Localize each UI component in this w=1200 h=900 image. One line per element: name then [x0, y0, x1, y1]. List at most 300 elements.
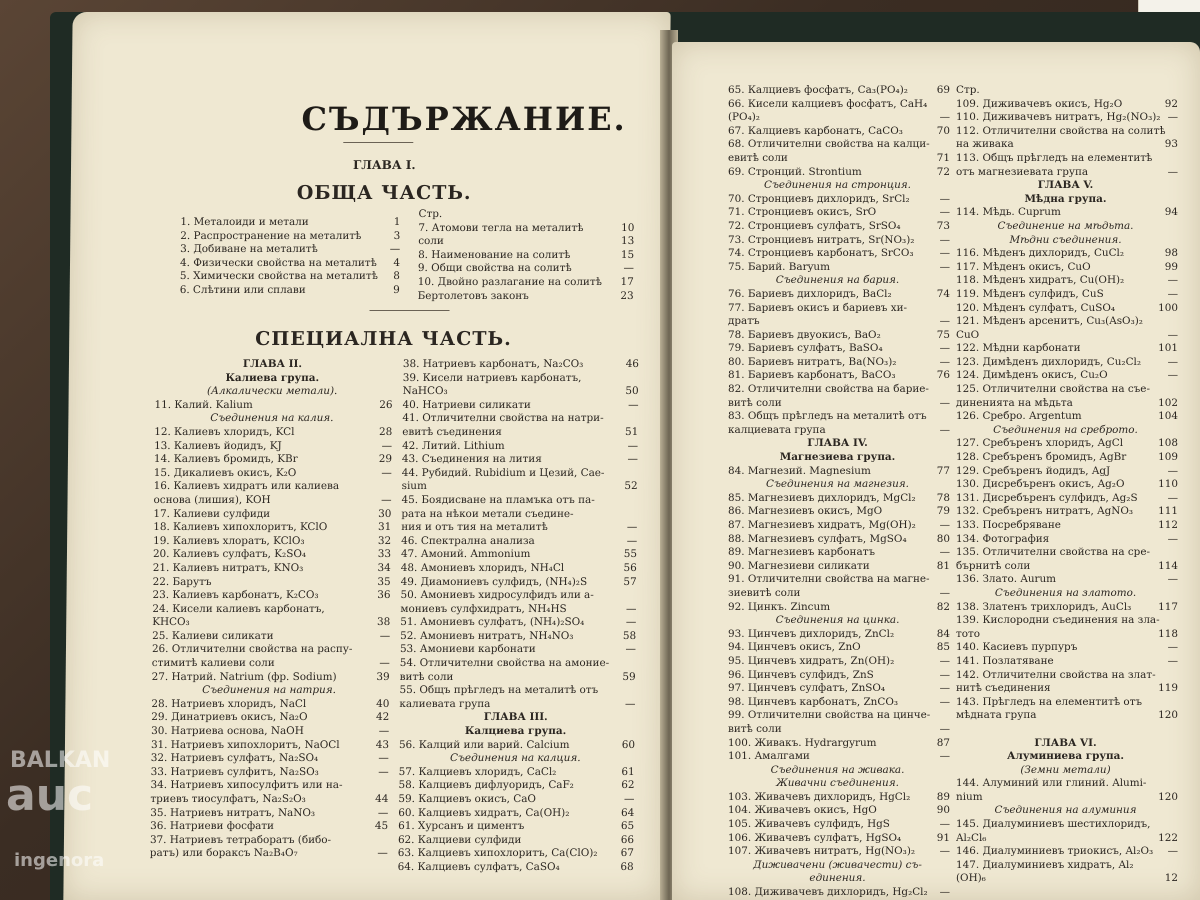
- toc-entry-title: 92. Цинкъ. Zincum: [728, 600, 831, 613]
- toc-column-2: [398, 358, 639, 875]
- toc-entry-title: 26. Отличителни свойства на распу-: [151, 643, 353, 656]
- toc-entry: [956, 859, 1178, 873]
- toc-entry-page: 69: [936, 84, 950, 96]
- toc-entry: [728, 696, 950, 710]
- toc-entry-page: 1: [393, 216, 401, 228]
- toc-entry-page: 68: [620, 860, 634, 873]
- toc-entry-page: —: [939, 586, 950, 599]
- toc-entry: [402, 399, 638, 413]
- toc-entry: [152, 603, 390, 617]
- toc-entry-title: 78. Бариевъ двуокисъ, BaO₂: [728, 328, 881, 341]
- toc-entry-page: 101: [1158, 342, 1178, 355]
- toc-entry-page: —: [625, 616, 637, 629]
- toc-entry-title: 48. Амониевъ хлоридъ, NH₄Cl: [400, 561, 565, 574]
- toc-entry: [400, 603, 636, 617]
- toc-entry-page: [632, 711, 635, 725]
- toc-entry-page: 15: [620, 248, 635, 261]
- toc-entry: [956, 696, 1178, 710]
- toc-entry: [152, 643, 390, 657]
- toc-entry: [956, 302, 1178, 316]
- toc-entry-title: 141. Позлатяване: [956, 654, 1054, 667]
- toc-entry: [418, 276, 634, 290]
- toc-entry: [728, 533, 950, 547]
- toc-entry: [728, 845, 950, 859]
- toc-entry-title: 13. Калиевъ йодидъ, KJ: [154, 439, 282, 452]
- toc-entry: [956, 397, 1178, 411]
- toc-entry-page: 72: [936, 165, 950, 178]
- toc-entry-title: 84. Магнезий. Magnesium: [728, 464, 871, 477]
- toc-entry-title: 60. Калциевъ хидратъ, Ca(OH)₂: [398, 806, 570, 819]
- toc-entry-page: —: [624, 697, 636, 710]
- toc-entry: [154, 453, 392, 467]
- toc-entry-title: 62. Калциеви сулфиди: [397, 833, 522, 846]
- toc-entry-title: 58. Калциевъ дифлуоридъ, CaF₂: [398, 779, 574, 792]
- toc-entry-title: 79. Бариевъ сулфатъ, BaSO₄: [728, 342, 883, 355]
- toc-entry-title: 69. Стронций. Strontium: [728, 165, 862, 178]
- toc-entry-title: 21. Калиевъ нитратъ, KNO₃: [152, 561, 304, 574]
- toc-entry: [956, 682, 1178, 696]
- toc-entry: [398, 793, 634, 807]
- toc-entry-title: 24. Кисели калиевъ карбонатъ,: [152, 602, 325, 615]
- toc-entry-title: 65. Калциевъ фосфатъ, Ca₃(PO₄)₂: [728, 84, 908, 96]
- toc-entry-page: 13: [620, 235, 635, 248]
- toc-entry-page: —: [939, 654, 950, 667]
- toc-entry-page: 43: [375, 738, 390, 751]
- toc-entry-page: 109: [1158, 451, 1178, 464]
- toc-entry-page: 90: [936, 804, 950, 817]
- toc-entry-page: 32: [377, 534, 392, 547]
- toc-entry-page: —: [1167, 287, 1178, 300]
- toc-entry-page: —: [628, 398, 639, 411]
- toc-entry: [151, 684, 389, 698]
- toc-entry-page: 79: [936, 505, 950, 518]
- toc-entry: [956, 628, 1178, 642]
- toc-entry: [728, 437, 950, 451]
- toc-entry: [151, 698, 389, 712]
- toc-entry: [728, 492, 950, 506]
- toc-entry-title: 43. Съединения на лития: [401, 453, 542, 466]
- toc-entry: [956, 533, 1178, 547]
- toc-entry: [154, 399, 392, 413]
- toc-entry: [956, 437, 1178, 451]
- toc-entry-page: —: [377, 847, 388, 860]
- toc-entry: [402, 480, 638, 494]
- toc-entry: [956, 614, 1178, 628]
- toc-entry-title: 86. Магнезиевъ окисъ, MgO: [728, 505, 883, 518]
- toc-entry: [150, 820, 388, 834]
- toc-entry-page: —: [1167, 328, 1178, 341]
- toc-entry-title: 70. Стронциевъ дихлоридъ, SrCl₂: [728, 192, 910, 205]
- toc-entry-page: —: [378, 752, 389, 765]
- toc-entry: [155, 358, 393, 372]
- toc-entry-page: 98: [1164, 247, 1178, 260]
- toc-entry-title: (PO₄)₂: [728, 111, 760, 124]
- toc-entry: [956, 641, 1178, 655]
- toc-entry-title: 19. Калиевъ хлоратъ, KClO₃: [153, 534, 305, 547]
- toc-entry-title: 37. Натриевъ тетраборатъ (бибо-: [149, 833, 332, 846]
- toc-entry-title: (OH)₆: [956, 872, 986, 885]
- toc-entry-page: [635, 467, 638, 481]
- page-title: СЪДЪРЖАНИЕ.: [301, 100, 627, 138]
- toc-entry: [398, 834, 634, 848]
- toc-entry-title: Стр.: [956, 84, 980, 96]
- toc-entry-page: —: [1167, 641, 1178, 654]
- general-right-list: [418, 208, 635, 303]
- toc-entry: [956, 601, 1178, 615]
- toc-entry-page: 52: [624, 480, 638, 493]
- toc-entry-page: 46: [625, 358, 640, 370]
- toc-entry-page: —: [1167, 355, 1178, 368]
- toc-entry-title: 1. Металоиди и метали: [180, 216, 309, 228]
- toc-entry-title: отъ магнезиевата група: [956, 165, 1089, 178]
- toc-entry-title: витѣ соли: [728, 722, 782, 735]
- toc-entry-page: [1175, 764, 1178, 778]
- toc-entry: [150, 847, 388, 861]
- toc-entry: [728, 424, 950, 438]
- toc-entry: [402, 453, 638, 467]
- toc-entry: [956, 247, 1178, 261]
- toc-entry: [728, 764, 950, 778]
- toc-entry: [956, 669, 1178, 683]
- toc-entry: [956, 193, 1178, 207]
- toc-entry: [728, 750, 950, 764]
- toc-entry-title: 134. Фотография: [956, 532, 1050, 545]
- toc-entry-title: 30. Натриева основа, NaOH: [151, 725, 304, 738]
- toc-entry-page: —: [939, 192, 950, 205]
- toc-entry-title: 61. Хурсанъ и циментъ: [398, 820, 525, 833]
- watermark-line-3: ingenora: [14, 850, 105, 871]
- toc-entry: [402, 467, 638, 481]
- toc-entry: [400, 616, 636, 630]
- toc-entry: [399, 739, 635, 753]
- toc-entry: [956, 410, 1178, 424]
- toc-entry: [728, 111, 950, 125]
- toc-entry: [399, 752, 635, 766]
- toc-entry-title: витѣ соли: [399, 670, 454, 683]
- toc-entry-page: [1175, 859, 1178, 873]
- toc-entry: [728, 288, 950, 302]
- toc-entry-page: 26: [379, 398, 393, 411]
- toc-entry-title: 109. Диживачевъ окисъ, Hg₂O: [956, 97, 1123, 110]
- toc-entry-title: 8. Наименование на солитѣ: [418, 248, 571, 261]
- toc-entry: [401, 508, 637, 522]
- toc-entry-title: 51. Амониевъ сулфатъ, (NH₄)₂SO₄: [400, 616, 585, 629]
- toc-entry-title: Диживачени (живачести) съ-: [753, 858, 922, 871]
- toc-entry: [154, 426, 392, 440]
- toc-entry-title: 107. Живачевъ нитратъ, Hg(NO₃)₂: [728, 845, 916, 858]
- toc-entry: [728, 152, 950, 166]
- toc-entry-page: 120: [1158, 709, 1178, 722]
- toc-entry-title: 117. Мѣденъ окисъ, CuO: [956, 260, 1091, 273]
- toc-entry-page: —: [939, 355, 950, 368]
- toc-entry: [152, 657, 390, 671]
- toc-entry: [956, 342, 1178, 356]
- toc-entry-title: 36. Натриеви фосфати: [150, 820, 275, 833]
- toc-entry-title: 132. Сребъренъ нитратъ, AgNO₃: [956, 505, 1134, 518]
- toc-entry-title: 71. Стронциевъ окисъ, SrO: [728, 206, 877, 219]
- toc-entry: [956, 737, 1178, 751]
- toc-entry: [728, 478, 950, 492]
- toc-entry-page: 36: [377, 589, 391, 602]
- toc-entry-title: 130. Дисребъренъ окисъ, Ag₂O: [956, 478, 1125, 491]
- toc-entry-title: 142. Отличителни свойства на злат-: [956, 668, 1156, 681]
- toc-entry-page: [385, 779, 388, 793]
- toc-entry-title: 125. Отличителни свойства на съе-: [956, 383, 1150, 396]
- toc-entry-page: [1175, 193, 1178, 207]
- toc-entry-title: 57. Калциевъ хлоридъ, CaCl₂: [398, 765, 557, 778]
- toc-entry-page: [390, 358, 393, 372]
- toc-entry-title: 68. Отличителни свойства на калци-: [728, 138, 930, 151]
- toc-entry-page: 62: [621, 779, 635, 792]
- toc-entry-page: 31: [377, 521, 392, 534]
- toc-entry-page: —: [939, 315, 950, 328]
- toc-entry-page: 82: [936, 600, 950, 613]
- toc-entry-page: 71: [936, 151, 950, 164]
- toc-entry-page: —: [939, 818, 950, 831]
- toc-entry-page: —: [939, 886, 950, 899]
- toc-entry: [728, 560, 950, 574]
- toc-entry-page: [1175, 696, 1178, 710]
- toc-entry-page: —: [1167, 111, 1178, 124]
- toc-entry: [180, 243, 400, 257]
- toc-entry-page: [1175, 804, 1178, 818]
- toc-entry-title: Съединение на мѣдьта.: [997, 219, 1134, 232]
- toc-entry: [151, 752, 389, 766]
- toc-entry: [956, 315, 1178, 329]
- section-rule: [370, 310, 450, 311]
- toc-entry: [956, 138, 1178, 152]
- toc-entry-title: Съединения на цинка.: [775, 614, 900, 627]
- toc-entry: [728, 614, 950, 628]
- toc-entry-page: 89: [936, 790, 950, 803]
- toc-entry-title: бърнитѣ соли: [956, 559, 1031, 572]
- toc-entry: [956, 804, 1178, 818]
- toc-entry-page: 85: [936, 641, 950, 654]
- toc-entry-page: [389, 480, 392, 494]
- toc-entry-page: [947, 764, 950, 778]
- toc-entry-page: [1175, 818, 1178, 832]
- toc-entry-title: 12. Калиевъ хлоридъ, KCl: [154, 425, 295, 438]
- toc-entry: [180, 230, 400, 244]
- toc-entry-title: 139. Кислородни съединения на зла-: [956, 614, 1160, 627]
- toc-entry-title: Магнезиева група.: [779, 451, 896, 464]
- toc-entry-page: 61: [621, 765, 635, 778]
- toc-entry-title: 113. Общъ прѣгледъ на елементитѣ: [956, 151, 1153, 164]
- toc-entry-title: 81. Бариевъ карбонатъ, BaCO₃: [728, 369, 896, 382]
- toc-entry-title: ГЛАВА III.: [483, 711, 548, 724]
- toc-entry-title: калциевата група: [728, 423, 826, 436]
- toc-entry-title: калиевата група: [399, 697, 491, 710]
- toc-entry: [728, 709, 950, 723]
- toc-entry-title: 54. Отличителни свойства на амоние-: [399, 657, 610, 670]
- toc-entry-page: —: [1167, 369, 1178, 382]
- toc-entry: [956, 505, 1178, 519]
- toc-entry-title: 83. Общъ прѣгледъ на металитѣ отъ: [728, 410, 927, 423]
- toc-entry: [150, 807, 388, 821]
- toc-entry-title: Съединения на бария.: [775, 274, 900, 287]
- general-part-heading: ОБЩА ЧАСТЬ.: [296, 182, 472, 204]
- toc-entry-page: —: [939, 111, 950, 124]
- toc-entry-page: 35: [377, 575, 391, 588]
- toc-entry-title: 25. Калиеви силикати: [152, 629, 274, 642]
- toc-entry: [956, 818, 1178, 832]
- toc-entry: [956, 383, 1178, 397]
- toc-entry-page: —: [939, 233, 950, 246]
- toc-entry-title: мониевъ сулфхидратъ, NH₄HS: [400, 602, 567, 615]
- toc-entry-title: Мѣдна група.: [1024, 192, 1107, 205]
- toc-entry-title: 17. Калиеви сулфиди: [153, 507, 271, 520]
- toc-entry: [728, 546, 950, 560]
- toc-entry: [956, 478, 1178, 492]
- toc-entry-page: 84: [936, 627, 950, 640]
- toc-entry-title: Съединения на живака.: [770, 763, 905, 776]
- toc-entry-page: 118: [1158, 627, 1178, 640]
- toc-entry-title: Съединения на калия.: [210, 412, 334, 425]
- toc-entry-page: 100: [1158, 301, 1178, 314]
- toc-entry: [728, 832, 950, 846]
- toc-entry-page: —: [378, 725, 390, 738]
- toc-entry-page: 3: [393, 229, 401, 242]
- toc-entry: [728, 369, 950, 383]
- toc-entry-page: —: [1167, 464, 1178, 477]
- toc-entry-page: —: [1167, 491, 1178, 504]
- toc-entry-title: 97. Цинчевъ сулфатъ, ZnSO₄: [728, 682, 886, 695]
- toc-entry: [180, 257, 400, 271]
- toc-entry-title: 104. Живачевъ окисъ, HgO: [728, 804, 877, 817]
- toc-entry-title: 44. Рубидий. Rubidium и Цезий, Cae-: [401, 466, 605, 479]
- toc-entry-page: 81: [936, 559, 950, 572]
- toc-entry-page: [947, 709, 950, 723]
- toc-entry: [401, 576, 637, 590]
- toc-entry: [728, 451, 950, 465]
- toc-entry: [728, 737, 950, 751]
- toc-entry: [728, 84, 950, 98]
- toc-entry-page: 110: [1158, 478, 1178, 491]
- toc-entry: [956, 872, 1178, 886]
- toc-entry-title: 99. Отличителни свойства на цинче-: [728, 709, 931, 722]
- toc-entry-page: [633, 589, 636, 603]
- toc-entry-title: Алуминиева група.: [1007, 750, 1124, 763]
- left-page: [63, 12, 670, 900]
- toc-entry-title: (Алкалически метали).: [206, 385, 338, 398]
- toc-entry: [152, 616, 390, 630]
- toc-entry-page: 10: [621, 221, 635, 234]
- toc-entry-title: 35. Натриевъ нитратъ, NaNO₃: [150, 806, 316, 819]
- toc-entry: [956, 179, 1178, 193]
- toc-entry: [151, 766, 389, 780]
- toc-entry-title: 120. Мѣденъ сулфатъ, CuSO₄: [956, 301, 1116, 314]
- toc-entry-title: Калиева група.: [225, 371, 320, 384]
- toc-entry-title: ратъ) или бораксъ Na₂B₄O₇: [149, 847, 298, 860]
- toc-entry: [728, 166, 950, 180]
- toc-entry-title: 114. Мѣдь. Cuprum: [956, 206, 1061, 219]
- toc-entry-page: 75: [936, 328, 950, 341]
- toc-entry: [728, 655, 950, 669]
- toc-entry-page: [632, 684, 635, 698]
- toc-entry-title: 28. Натриевъ хлоридъ, NaCl: [151, 697, 307, 710]
- toc-entry-title: соли: [418, 235, 444, 248]
- toc-entry-title: 112. Отличителни свойства на солитѣ: [956, 124, 1166, 137]
- toc-entry-title: 146. Диалуминиевъ триокисъ, Al₂O₃: [956, 845, 1154, 858]
- toc-entry-page: —: [1167, 532, 1178, 545]
- toc-entry-page: 39: [376, 670, 390, 683]
- toc-entry-title: тото: [956, 627, 981, 640]
- toc-entry-title: 105. Живачевъ сулфидъ, HgS: [728, 818, 890, 831]
- toc-entry-page: [387, 603, 390, 617]
- toc-entry-title: основа (лишия), KOH: [153, 493, 271, 506]
- toc-column-1: [150, 358, 393, 861]
- toc-entry: [728, 410, 950, 424]
- toc-entry-title: Живачни съединения.: [776, 777, 899, 790]
- toc-entry: [401, 562, 637, 576]
- toc-entry: [153, 562, 391, 576]
- toc-entry: [418, 249, 634, 263]
- toc-entry-page: 59: [622, 670, 636, 683]
- toc-entry: [398, 807, 634, 821]
- toc-entry: [728, 601, 950, 615]
- toc-entry-page: 112: [1158, 519, 1178, 531]
- toc-entry: [154, 480, 392, 494]
- toc-entry-page: 34: [377, 561, 391, 574]
- toc-entry: [398, 861, 634, 875]
- toc-entry: [728, 315, 950, 329]
- toc-entry-page: —: [939, 260, 950, 273]
- toc-entry-page: [1175, 614, 1178, 628]
- toc-entry-title: 27. Натрий. Natrium (фр. Sodium): [151, 670, 337, 683]
- toc-entry: [180, 216, 400, 230]
- toc-entry-page: —: [939, 247, 950, 260]
- toc-entry-page: [1175, 315, 1178, 329]
- toc-entry: [728, 383, 950, 397]
- toc-entry-title: 11. Калий. Kalium: [154, 398, 253, 411]
- toc-entry-page: 80: [936, 532, 950, 545]
- toc-entry-title: Al₂Cl₆: [956, 831, 987, 844]
- toc-entry-page: 76: [936, 369, 950, 382]
- toc-entry: [728, 302, 950, 316]
- toc-entry: [400, 671, 636, 685]
- toc-entry-page: [1175, 84, 1178, 98]
- toc-entry: [956, 791, 1178, 805]
- toc-entry-page: [1175, 587, 1178, 601]
- toc-entry-title: 147. Диалуминиевъ хидратъ, Al₂: [956, 858, 1134, 871]
- toc-entry-page: [1175, 234, 1178, 248]
- toc-entry: [151, 725, 389, 739]
- toc-entry: [956, 845, 1178, 859]
- toc-entry-title: Съединения на алуминия: [994, 804, 1137, 817]
- toc-entry-title: Стр.: [418, 208, 443, 220]
- toc-entry-title: ГЛАВА II.: [242, 358, 303, 370]
- toc-entry-title: 67. Калциевъ карбонатъ, CaCO₃: [728, 124, 903, 137]
- toc-entry-page: 66: [620, 833, 635, 846]
- toc-entry: [728, 329, 950, 343]
- toc-entry-page: —: [939, 342, 950, 355]
- toc-entry-title: 18. Калиевъ хипохлоритъ, KClO: [153, 521, 328, 534]
- toc-entry: [728, 125, 950, 139]
- toc-entry: [956, 832, 1178, 846]
- toc-entry-title: 52. Амониевъ нитратъ, NH₄NO₃: [400, 629, 574, 642]
- toc-entry: [728, 247, 950, 261]
- toc-entry-title: 85. Магнезиевъ дихлоридъ, MgCl₂: [728, 491, 916, 504]
- toc-entry-page: —: [939, 668, 950, 681]
- toc-entry-title: 22. Барутъ: [152, 575, 212, 588]
- toc-entry: [154, 412, 392, 426]
- toc-entry-page: 64: [620, 806, 635, 819]
- toc-entry-title: витѣ соли: [728, 396, 782, 409]
- toc-entry: [956, 709, 1178, 723]
- toc-entry-title: 128. Сребъренъ бромидъ, AgBr: [956, 451, 1127, 464]
- toc-entry-page: [947, 179, 950, 193]
- toc-entry-title: 40. Натриеви силикати: [402, 398, 531, 411]
